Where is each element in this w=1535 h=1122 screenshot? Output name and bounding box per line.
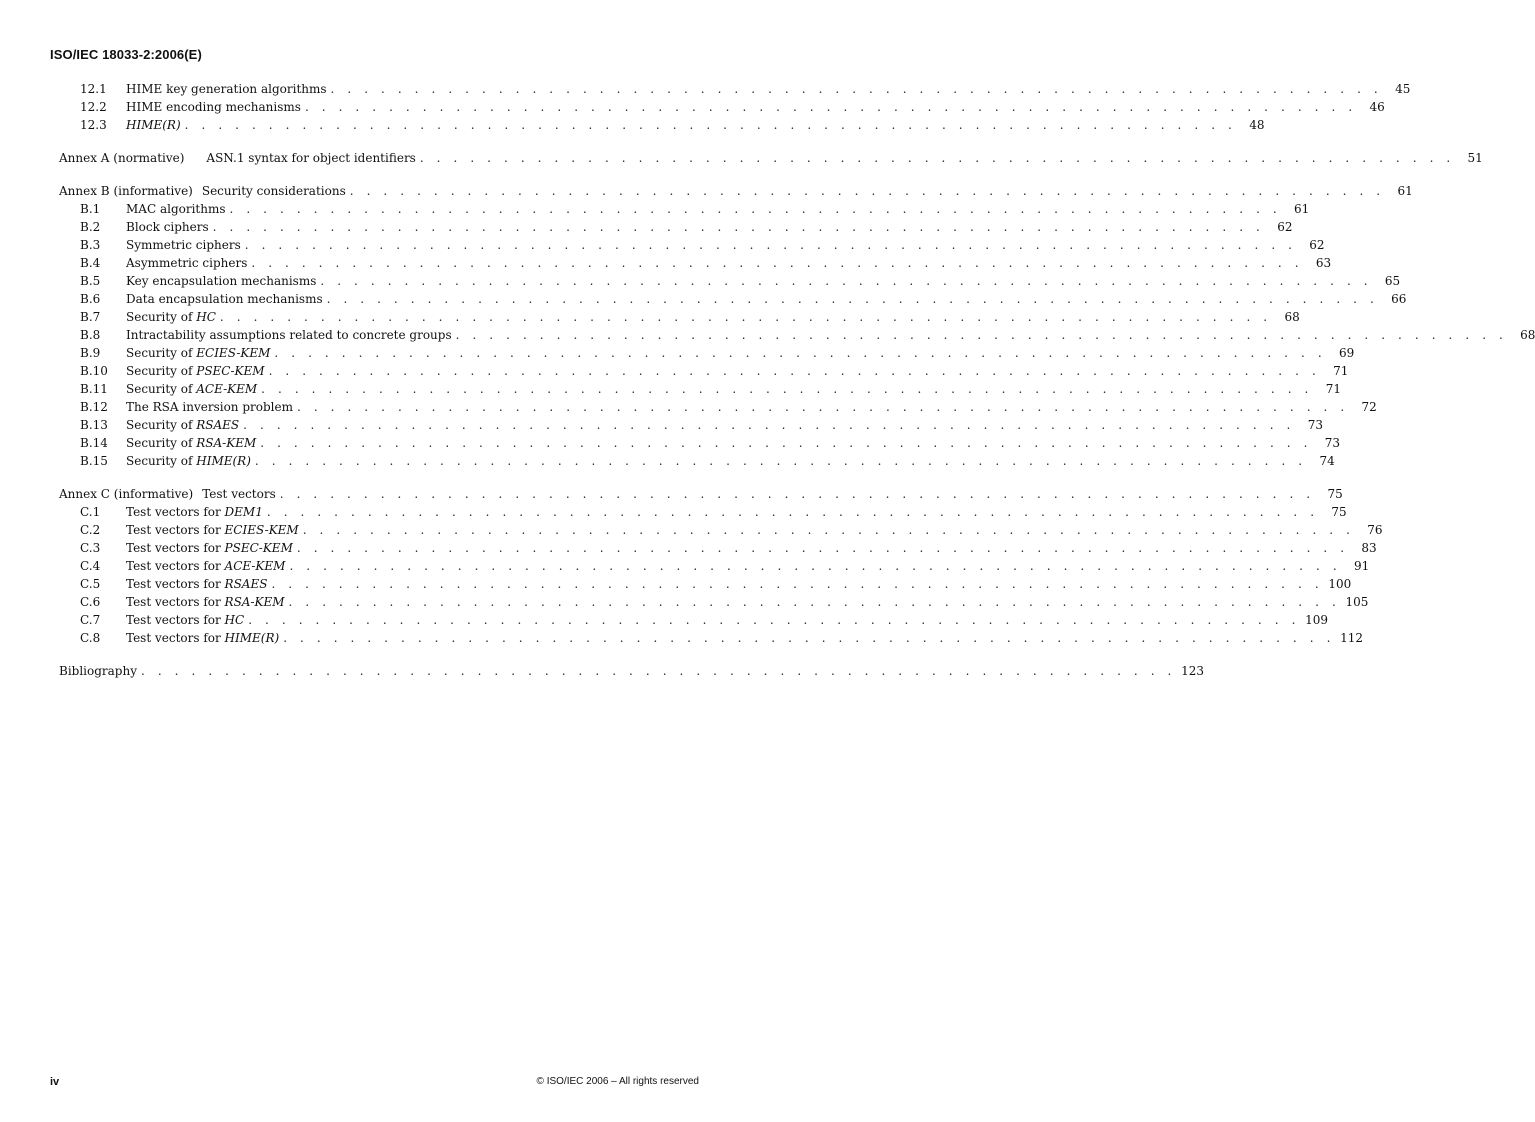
toc-annex-c[interactable] <box>59 485 1343 503</box>
entry-title-text: Test vectors for <box>126 631 225 645</box>
entry-title <box>126 254 251 272</box>
dot-leader: . . . . . . . . . . . . . . . . . . . . . . . . . . . . . . . . . . . . . . . . . . . . . . . . . . . . . . . . . . . . . . <box>419 151 1455 165</box>
toc-annex-c-entries <box>59 503 1383 647</box>
entry-title-italic: ACE-KEM <box>224 559 286 573</box>
entry-number: B.11 <box>80 382 108 396</box>
page-number: 46 <box>1369 100 1385 114</box>
dot-leader: . . . . . . . . . . . . . . . . . . . . . . . . . . . . . . . . . . . . . . . . . . . . . . . . . . . . . . . . . . . . . . . <box>274 346 1327 360</box>
toc-entry[interactable] <box>59 362 1349 380</box>
dot-leader: . . . . . . . . . . . . . . . . . . . . . . . . . . . . . . . . . . . . . . . . . . . . . . . . . . . . . . . . . . . . . . . <box>304 100 1357 114</box>
entry-title <box>126 611 248 629</box>
entry-title-italic: HIME(R) <box>126 118 181 132</box>
dot-leader: . . . . . . . . . . . . . . . . . . . . . . . . . . . . . . . . . . . . . . . . . . . . . . . . . . . . . . . . . . . . . . . <box>283 631 1336 645</box>
page-number: 62 <box>1277 220 1293 234</box>
entry-number: B.3 <box>80 238 101 252</box>
dot-leader: . . . . . . . . . . . . . . . . . . . . . . . . . . . . . . . . . . . . . . . . . . . . . . . . . . . . . . . . . . . . . . . <box>302 523 1355 537</box>
entry-title <box>126 593 289 611</box>
entry-title-italic: ECIES-KEM <box>224 523 299 537</box>
entry-title <box>126 380 261 398</box>
dot-leader: . . . . . . . . . . . . . . . . . . . . . . . . . . . . . . . . . . . . . . . . . . . . . . . . . . . . . . . . . . . . . . . <box>243 418 1295 432</box>
dot-leader: . . . . . . . . . . . . . . . . . . . . . . . . . . . . . . . . . . . . . . . . . . . . . . . . . . . . . . . . . . . . . . . <box>268 364 1321 378</box>
toc-entry[interactable] <box>59 575 1352 593</box>
dot-leader: . . . . . . . . . . . . . . . . . . . . . . . . . . . . . . . . . . . . . . . . . . . . . . . . . . . . . . . . . . . . . . . <box>251 256 1304 270</box>
entry-title-text: Security of <box>126 454 197 468</box>
page-number: 68 <box>1520 328 1535 342</box>
toc-entry[interactable] <box>59 80 1411 98</box>
toc-entry[interactable] <box>59 557 1370 575</box>
document-id: ISO/IEC 18033-2:2006(E) <box>50 47 202 62</box>
entry-title-text: Security of <box>126 346 197 360</box>
page-number: 51 <box>1467 151 1483 165</box>
toc-annex-b-entries <box>59 200 1535 470</box>
entry-number: 12.2 <box>80 100 107 114</box>
entry-number: B.14 <box>80 436 108 450</box>
toc-bibliography[interactable] <box>59 662 1204 680</box>
toc-entry[interactable] <box>59 452 1335 470</box>
entry-title <box>126 326 456 344</box>
entry-title-text: The RSA inversion problem <box>126 400 293 414</box>
page-number: 112 <box>1340 631 1364 645</box>
entry-number: B.9 <box>80 346 101 360</box>
dot-leader: . . . . . . . . . . . . . . . . . . . . . . . . . . . . . . . . . . . . . . . . . . . . . . . . . . . . . . . . . . . . . . . <box>248 613 1301 627</box>
entry-number: B.5 <box>80 274 101 288</box>
entry-number: C.5 <box>80 577 101 591</box>
entry-title-text: Security of <box>126 418 197 432</box>
page-number: 75 <box>1327 487 1343 501</box>
entry-title-italic: RSA-KEM <box>196 436 257 450</box>
page-number: 61 <box>1397 184 1413 198</box>
entry-title <box>126 629 283 647</box>
entry-number: B.10 <box>80 364 108 378</box>
dot-leader: . . . . . . . . . . . . . . . . . . . . . . . . . . . . . . . . . . . . . . . . . . . . . . . . . . . . . . . . . . . . . . . <box>184 118 1237 132</box>
entry-title-text: Security of <box>126 310 197 324</box>
entry-number: B.6 <box>80 292 101 306</box>
toc-entry[interactable] <box>59 593 1369 611</box>
dot-leader: . . . . . . . . . . . . . . . . . . . . . . . . . . . . . . . . . . . . . . . . . . . . . . . . . . . . . . . . . . . . . . . <box>320 274 1373 288</box>
entry-title <box>126 308 220 326</box>
toc-entry[interactable] <box>59 326 1535 344</box>
page-number: 71 <box>1333 364 1349 378</box>
entry-title <box>126 416 243 434</box>
bibliography-title: Bibliography <box>59 664 137 678</box>
entry-title <box>126 236 245 254</box>
page-number: 105 <box>1345 595 1369 609</box>
entry-number: C.2 <box>80 523 101 537</box>
entry-title-italic: HC <box>224 613 245 627</box>
entry-title-text: Data encapsulation mechanisms <box>126 292 323 306</box>
toc-entry[interactable] <box>59 539 1377 557</box>
entry-number: B.1 <box>80 202 101 216</box>
page-number: 48 <box>1249 118 1265 132</box>
annex-title: Test vectors <box>202 487 276 501</box>
entry-number: B.13 <box>80 418 108 432</box>
dot-leader: . . . . . . . . . . . . . . . . . . . . . . . . . . . . . . . . . . . . . . . . . . . . . . . . . . . . . . . . . . . . . . . <box>271 577 1324 591</box>
entry-title <box>126 116 185 134</box>
entry-title <box>126 344 274 362</box>
entry-title <box>126 503 267 521</box>
page-number: 123 <box>1181 664 1204 678</box>
entry-title-text: Test vectors for <box>126 613 225 627</box>
dot-leader: . . . . . . . . . . . . . . . . . . . . . . . . . . . . . . . . . . . . . . . . . . . . . . . . . . . . . . . . . . . . . . <box>141 664 1176 678</box>
entry-number: B.15 <box>80 454 108 468</box>
page-number: 69 <box>1338 346 1355 360</box>
entry-title <box>126 452 255 470</box>
entry-title-italic: PSEC-KEM <box>224 541 293 555</box>
toc-entry[interactable] <box>59 236 1325 254</box>
entry-title-text: Test vectors for <box>126 577 225 591</box>
entry-number: C.4 <box>80 559 101 573</box>
toc-entry[interactable] <box>59 344 1355 362</box>
annex-label: Annex C (informative) <box>59 487 194 501</box>
entry-number: B.8 <box>80 328 101 342</box>
dot-leader: . . . . . . . . . . . . . . . . . . . . . . . . . . . . . . . . . . . . . . . . . . . . . . . . . . . . . . . . . . . . . . . <box>296 400 1349 414</box>
dot-leader: . . . . . . . . . . . . . . . . . . . . . . . . . . . . . . . . . . . . . . . . . . . . . . . . . . . . . . . . . . . . . . . <box>326 292 1379 306</box>
page-number: 74 <box>1319 454 1335 468</box>
entry-title <box>126 557 289 575</box>
entry-title-text: MAC algorithms <box>126 202 226 216</box>
dot-leader: . . . . . . . . . . . . . . . . . . . . . . . . . . . . . . . . . . . . . . . . . . . . . . . . . . . . . . . . . . . . . . . <box>455 328 1508 342</box>
toc-annex-b[interactable] <box>59 182 1413 200</box>
footer-page-number: iv <box>50 1076 60 1088</box>
entry-number: C.7 <box>80 613 101 627</box>
entry-title <box>126 200 230 218</box>
entry-number: B.4 <box>80 256 101 270</box>
entry-title-italic: HIME(R) <box>224 631 280 645</box>
entry-title <box>126 434 260 452</box>
table-of-contents <box>59 80 1535 680</box>
dot-leader: . . . . . . . . . . . . . . . . . . . . . . . . . . . . . . . . . . . . . . . . . . . . . . . . . . . . . . . . . . . . . . . <box>219 310 1272 324</box>
toc-entry[interactable] <box>59 308 1300 326</box>
entry-number: C.3 <box>80 541 101 555</box>
entry-title <box>126 272 320 290</box>
dot-leader: . . . . . . . . . . . . . . . . . . . . . . . . . . . . . . . . . . . . . . . . . . . . . . . . . . . . . . . . . . . . . . . <box>212 220 1265 234</box>
entry-number: B.12 <box>80 400 108 414</box>
dot-leader: . . . . . . . . . . . . . . . . . . . . . . . . . . . . . . . . . . . . . . . . . . . . . . . . . . . . . . . . . . . . . . . <box>296 541 1349 555</box>
toc-entry[interactable] <box>59 416 1323 434</box>
annex-title: Security considerations <box>201 184 346 198</box>
page-number: 62 <box>1309 238 1325 252</box>
dot-leader: . . . . . . . . . . . . . . . . . . . . . . . . . . . . . . . . . . . . . . . . . . . . . . . . . . . . . . . . . . . . . . . <box>261 382 1313 396</box>
entry-title <box>126 80 331 98</box>
page-number: 109 <box>1305 613 1329 627</box>
dot-leader: . . . . . . . . . . . . . . . . . . . . . . . . . . . . . . . . . . . . . . . . . . . . . . . . . . . . . . . . . . . . . . . <box>266 505 1319 519</box>
page-number: 71 <box>1325 382 1341 396</box>
entry-title-text: HIME encoding mechanisms <box>126 100 301 114</box>
entry-title-text: Security of <box>126 364 197 378</box>
dot-leader: . . . . . . . . . . . . . . . . . . . . . . . . . . . . . . . . . . . . . . . . . . . . . . . . . . . . . . . . . . . . . . . <box>244 238 1297 252</box>
entry-title-text: Test vectors for <box>126 541 225 555</box>
page-number: 72 <box>1361 400 1377 414</box>
entry-number: 12.3 <box>80 118 107 132</box>
dot-leader: . . . . . . . . . . . . . . . . . . . . . . . . . . . . . . . . . . . . . . . . . . . . . . . . . . . . . . . . . . . . . . . <box>229 202 1282 216</box>
toc-entry[interactable] <box>59 380 1341 398</box>
entry-title-text: Block ciphers <box>126 220 209 234</box>
dot-leader: . . . . . . . . . . . . . . . . . . . . . . . . . . . . . . . . . . . . . . . . . . . . . . . . . . . . . . . . . . . . . . . <box>330 82 1383 96</box>
entry-title-italic: RSAES <box>224 577 268 591</box>
toc-entry[interactable] <box>59 290 1407 308</box>
page-number: 65 <box>1384 274 1401 288</box>
entry-title-italic: PSEC-KEM <box>196 364 265 378</box>
page-number: 73 <box>1307 418 1323 432</box>
entry-title-italic: DEM1 <box>224 505 263 519</box>
page-number: 83 <box>1361 541 1377 555</box>
entry-title-text: Key encapsulation mechanisms <box>126 274 317 288</box>
entry-number: B.2 <box>80 220 101 234</box>
page-number: 91 <box>1353 559 1370 573</box>
entry-title-text: Test vectors for <box>126 505 225 519</box>
entry-title <box>126 218 213 236</box>
toc-entry[interactable] <box>59 200 1310 218</box>
entry-title-italic: HIME(R) <box>196 454 251 468</box>
entry-title <box>126 539 297 557</box>
entry-number: C.1 <box>80 505 101 519</box>
toc-entry[interactable] <box>59 629 1364 647</box>
dot-leader: . . . . . . . . . . . . . . . . . . . . . . . . . . . . . . . . . . . . . . . . . . . . . . . . . . . . . . . . . . . . . . <box>349 184 1385 198</box>
entry-title-text: Test vectors for <box>126 595 225 609</box>
entry-title <box>126 575 271 593</box>
entry-title-text: HIME key generation algorithms <box>126 82 327 96</box>
dot-leader: . . . . . . . . . . . . . . . . . . . . . . . . . . . . . . . . . . . . . . . . . . . . . . . . . . . . . . . . . . . . . . <box>279 487 1315 501</box>
entry-number: C.6 <box>80 595 101 609</box>
entry-title <box>126 362 269 380</box>
toc-entry[interactable] <box>59 98 1385 116</box>
toc-entry[interactable] <box>59 398 1377 416</box>
toc-entry[interactable] <box>59 116 1265 134</box>
toc-entry[interactable] <box>59 272 1401 290</box>
entry-title-italic: ACE-KEM <box>196 382 258 396</box>
toc-clause-12-entries <box>59 80 1411 134</box>
entry-title-text: Test vectors for <box>126 559 225 573</box>
entry-title-text: Symmetric ciphers <box>126 238 241 252</box>
annex-title: ASN.1 syntax for object identifiers <box>206 151 416 165</box>
page-number: 76 <box>1367 523 1383 537</box>
page-number: 66 <box>1391 292 1407 306</box>
entry-title-text: Test vectors for <box>126 523 225 537</box>
entry-title <box>126 290 327 308</box>
entry-title-italic: HC <box>196 310 216 324</box>
entry-title <box>126 521 303 539</box>
toc-entry[interactable] <box>59 521 1383 539</box>
toc-annex-a[interactable] <box>59 149 1483 167</box>
entry-title-text: Asymmetric ciphers <box>126 256 248 270</box>
toc-entry[interactable] <box>59 254 1332 272</box>
toc-entry[interactable] <box>59 434 1341 452</box>
footer-copyright: © ISO/IEC 2006 – All rights reserved <box>536 1076 699 1087</box>
toc-entry[interactable] <box>59 218 1293 236</box>
page-number: 73 <box>1324 436 1341 450</box>
entry-title-text: Security of <box>126 382 197 396</box>
entry-number: 12.1 <box>80 82 107 96</box>
dot-leader: . . . . . . . . . . . . . . . . . . . . . . . . . . . . . . . . . . . . . . . . . . . . . . . . . . . . . . . . . . . . . . . <box>260 436 1313 450</box>
page-number: 45 <box>1395 82 1411 96</box>
entry-number: B.7 <box>80 310 101 324</box>
entry-title-text: Intractability assumptions related to concrete groups <box>126 328 452 342</box>
dot-leader: . . . . . . . . . . . . . . . . . . . . . . . . . . . . . . . . . . . . . . . . . . . . . . . . . . . . . . . . . . . . . . . <box>288 595 1341 609</box>
entry-title-italic: RSA-KEM <box>224 595 285 609</box>
page-number: 100 <box>1328 577 1352 591</box>
entry-title-text: Security of <box>126 436 197 450</box>
entry-title-italic: ECIES-KEM <box>196 346 271 360</box>
entry-title <box>126 98 305 116</box>
page-number: 63 <box>1315 256 1332 270</box>
page-number: 61 <box>1294 202 1310 216</box>
dot-leader: . . . . . . . . . . . . . . . . . . . . . . . . . . . . . . . . . . . . . . . . . . . . . . . . . . . . . . . . . . . . . . . <box>289 559 1342 573</box>
toc-entry[interactable] <box>59 503 1347 521</box>
page-number: 68 <box>1284 310 1300 324</box>
annex-label: Annex A (normative) <box>59 151 185 165</box>
toc-entry[interactable] <box>59 611 1329 629</box>
entry-title-italic: RSAES <box>196 418 240 432</box>
annex-label: Annex B (informative) <box>59 184 193 198</box>
entry-title <box>126 398 297 416</box>
page-number: 75 <box>1331 505 1347 519</box>
entry-number: C.8 <box>80 631 101 645</box>
dot-leader: . . . . . . . . . . . . . . . . . . . . . . . . . . . . . . . . . . . . . . . . . . . . . . . . . . . . . . . . . . . . . . . <box>254 454 1307 468</box>
